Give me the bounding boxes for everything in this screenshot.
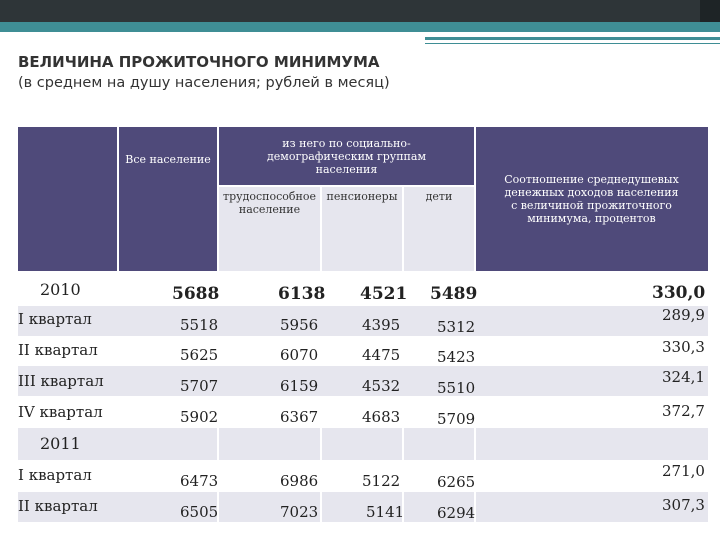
- cell-all: 5707: [180, 377, 219, 395]
- cell-working: 6986: [280, 472, 319, 490]
- header-children: дети: [403, 186, 475, 271]
- row-divider: [217, 428, 219, 460]
- cell-working: 5956: [280, 316, 319, 334]
- cell-children: 5709: [437, 410, 476, 428]
- row-band: [18, 428, 708, 460]
- cell-pensioners: 5141: [366, 503, 405, 521]
- cell-ratio: 324,1: [662, 368, 705, 386]
- cell-ratio: 307,3: [662, 496, 705, 514]
- teal-stripe: [0, 22, 720, 32]
- row-label: I квартал: [18, 466, 92, 484]
- cell-children: 6294: [437, 504, 476, 522]
- cell-children: 5312: [437, 318, 476, 336]
- row-label: IV квартал: [18, 403, 103, 421]
- header-divider: [474, 127, 476, 271]
- header-empty-cell: [18, 127, 118, 271]
- row-label: 2010: [40, 280, 81, 299]
- header-ratio: Соотношение среднедушевых денежных доходов населения с величиной прожиточного минимума, процентов: [475, 127, 708, 271]
- cell-children: 5489: [430, 284, 478, 304]
- cell-pensioners: 5122: [362, 472, 401, 490]
- cell-children: 5510: [437, 379, 476, 397]
- row-divider: [320, 492, 322, 522]
- cell-all: 5518: [180, 316, 219, 334]
- slide-subtitle: (в среднем на душу населения; рублей в месяц): [18, 75, 390, 91]
- cell-pensioners: 4395: [362, 316, 401, 334]
- cell-all: 5902: [180, 408, 219, 426]
- header-group: из него по социально-демографическим группам населения: [218, 127, 475, 186]
- row-divider: [402, 428, 404, 460]
- cell-working: 6367: [280, 408, 319, 426]
- row-band: [18, 492, 708, 522]
- header-all: Все население: [118, 127, 218, 271]
- cell-all: 6473: [180, 472, 219, 490]
- cell-working: 7023: [280, 503, 319, 521]
- cell-pensioners: 4683: [362, 408, 401, 426]
- row-divider: [474, 428, 476, 460]
- cell-pensioners: 4475: [362, 346, 401, 364]
- corner-block: [700, 0, 720, 22]
- row-label: II квартал: [18, 341, 98, 359]
- accent-rule-thin: [425, 43, 720, 44]
- cell-children: 5423: [437, 348, 476, 366]
- cell-ratio: 271,0: [662, 462, 705, 480]
- row-divider: [320, 428, 322, 460]
- cell-working: 6138: [278, 284, 326, 304]
- row-label: 2011: [40, 434, 81, 453]
- cell-ratio: 330,0: [652, 283, 706, 303]
- slide-title: ВЕЛИЧИНА ПРОЖИТОЧНОГО МИНИМУМА: [18, 53, 380, 71]
- header-working: трудоспособное население: [218, 186, 321, 271]
- header-divider: [217, 127, 219, 271]
- top-decor-bar: [0, 0, 720, 22]
- accent-rule: [425, 37, 720, 40]
- cell-all: 6505: [180, 503, 219, 521]
- row-label: I квартал: [18, 310, 92, 328]
- cell-pensioners: 4532: [362, 377, 401, 395]
- row-label: III квартал: [18, 372, 104, 390]
- header-divider: [218, 185, 475, 187]
- row-label: II квартал: [18, 497, 98, 515]
- header-divider: [402, 186, 404, 271]
- header-divider: [117, 127, 119, 271]
- cell-ratio: 330,3: [662, 338, 705, 356]
- header-pensioners: пенсионеры: [321, 186, 403, 271]
- cell-working: 6070: [280, 346, 319, 364]
- cell-all: 5625: [180, 346, 219, 364]
- cell-all: 5688: [172, 284, 220, 304]
- cell-ratio: 372,7: [662, 402, 705, 420]
- cell-working: 6159: [280, 377, 319, 395]
- cell-ratio: 289,9: [662, 306, 705, 324]
- cell-pensioners: 4521: [360, 284, 408, 304]
- cell-children: 6265: [437, 473, 476, 491]
- header-divider: [320, 186, 322, 271]
